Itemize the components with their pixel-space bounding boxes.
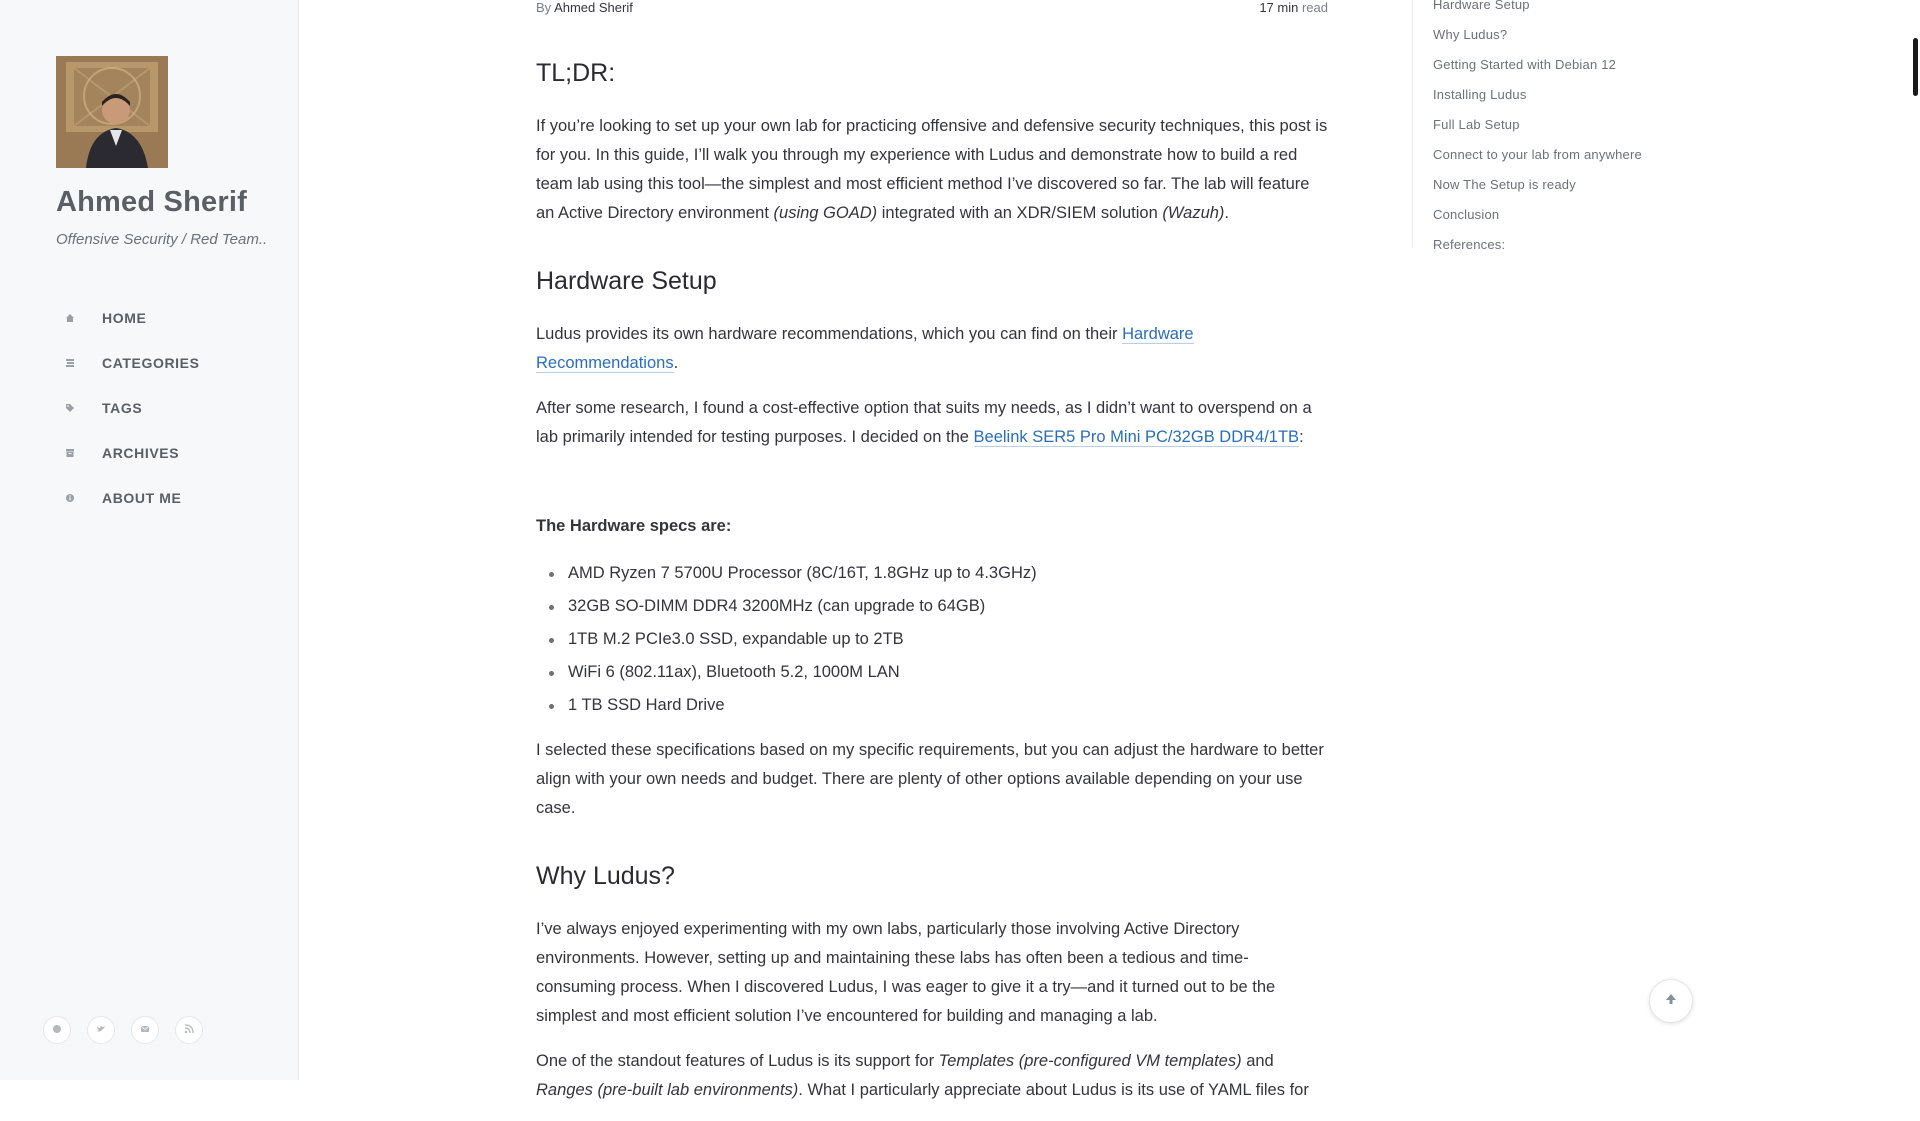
toc-item-conclusion[interactable]: Conclusion — [1433, 207, 1500, 222]
twitter-button[interactable] — [87, 1016, 115, 1044]
toc-item-full-lab-setup[interactable]: Full Lab Setup — [1433, 117, 1520, 132]
rss-icon — [184, 1021, 194, 1039]
emphasis: (Wazuh) — [1162, 204, 1225, 222]
paragraph-tldr — [536, 112, 1328, 228]
nav-label: TAGS — [102, 399, 143, 416]
list-item: 32GB SO-DIMM DDR4 3200MHz (can upgrade to 64GB) — [536, 590, 1328, 623]
avatar-photo — [56, 56, 168, 168]
paragraph-why-1: I’ve always enjoyed experimenting with my own labs, particularly those involving Active Directory environments. However, setting up and maintaining these labs has often been a tedious and time-consuming process. When I discovered Ludus, I was eager to give it a try—and it turned out to be the simplest and most efficient solution I’ve encountered for building and managing a lab. — [536, 920, 1276, 1025]
email-icon — [140, 1021, 150, 1039]
sidebar-nav — [56, 295, 286, 520]
nav-label: CATEGORIES — [102, 354, 200, 371]
nav-item-categories[interactable] — [56, 340, 286, 385]
toc-item-getting-started[interactable]: Getting Started with Debian 12 — [1433, 57, 1617, 72]
twitter-icon — [96, 1021, 106, 1039]
list-item: 1 TB SSD Hard Drive — [536, 689, 1328, 722]
text: and — [1241, 1052, 1274, 1070]
read-time-minutes: 17 min — [1259, 0, 1299, 15]
specs-heading — [536, 512, 1328, 541]
list-item: AMD Ryzen 7 5700U Processor (8C/16T, 1.8GHz up to 4.3GHz) — [536, 557, 1328, 590]
social-links — [43, 1016, 203, 1044]
toc-item-setup-ready[interactable]: Now The Setup is ready — [1433, 177, 1576, 192]
table-of-contents — [1412, 0, 1672, 252]
emphasis: Templates (pre-configured VM templates) — [938, 1052, 1242, 1070]
github-button[interactable] — [43, 1016, 71, 1044]
article-body — [536, 56, 1328, 1121]
home-icon — [64, 312, 76, 324]
read-time-suffix: read — [1301, 0, 1328, 15]
email-button[interactable] — [131, 1016, 159, 1044]
specs-heading-text: The Hardware specs are: — [536, 517, 732, 535]
avatar[interactable] — [56, 56, 168, 168]
arrow-up-icon — [1665, 992, 1677, 1010]
nav-item-tags[interactable] — [56, 385, 286, 430]
text: . — [1224, 204, 1230, 222]
site-title[interactable]: Ahmed Sherif — [56, 186, 247, 218]
post-meta — [536, 0, 1328, 16]
specs-list — [536, 557, 1328, 722]
sidebar — [0, 0, 299, 1080]
stream-icon — [64, 357, 76, 369]
text: Ludus provides its own hardware recommendations, which you can find on their — [536, 325, 1123, 343]
text: If you’re looking to set up your own lab for practicing offensive and defensive security techniques, this post is for you. In this guide, I’ll walk you through my experience with Ludus and demonstrate how to build a red team lab using this tool—the simplest and most efficient method I’ve discovered so far. The lab will feature an Active Directory environment — [536, 117, 1328, 222]
github-icon — [52, 1021, 62, 1039]
text: After some research, I found a cost-effective option that suits my needs, as I didn’t want to overspend on a lab primarily intended for testing purposes. I decided on the — [536, 399, 1312, 446]
nav-item-about-me[interactable] — [56, 475, 286, 520]
nav-item-home[interactable] — [56, 295, 286, 340]
read-time — [1259, 0, 1328, 15]
post-author-link[interactable]: Ahmed Sherif — [554, 0, 633, 15]
heading-hardware-setup: Hardware Setup — [536, 267, 717, 295]
info-icon — [64, 492, 76, 504]
text: : — [1299, 428, 1304, 446]
nav-label: ARCHIVES — [102, 444, 180, 461]
text: One of the standout features of Ludus is its support for — [536, 1052, 939, 1070]
nav-label: ABOUT ME — [102, 489, 182, 506]
hardware-recommendations-link[interactable]: Hardware Recommendations — [536, 325, 1194, 372]
scrollbar-thumb[interactable] — [1913, 38, 1918, 96]
heading-tldr: TL;DR: — [536, 59, 616, 87]
back-to-top-button[interactable] — [1649, 979, 1693, 1023]
archive-icon — [64, 447, 76, 459]
text: . — [673, 354, 679, 372]
toc-item-hardware-setup[interactable]: Hardware Setup — [1433, 0, 1530, 12]
paragraph-why-2 — [536, 1047, 1328, 1105]
toc-item-connect-anywhere[interactable]: Connect to your lab from anywhere — [1433, 147, 1642, 162]
beelink-product-link[interactable]: Beelink SER5 Pro Mini PC/32GB DDR4/1TB — [973, 428, 1300, 446]
site-subtitle: Offensive Security / Red Team.. — [56, 231, 268, 248]
nav-item-archives[interactable] — [56, 430, 286, 475]
toc-item-references[interactable]: References: — [1433, 237, 1506, 252]
toc-item-installing-ludus[interactable]: Installing Ludus — [1433, 87, 1527, 102]
nav-label: HOME — [102, 309, 147, 326]
tags-icon — [64, 402, 76, 414]
paragraph-hardware-3: I selected these specifications based on my specific requirements, but you can adjust the hardware to better align with your own needs and budget. There are plenty of other options available depending on your use case. — [536, 741, 1324, 817]
heading-why-ludus: Why Ludus? — [536, 862, 675, 890]
list-item: 1TB M.2 PCIe3.0 SSD, expandable up to 2TB — [536, 623, 1328, 656]
post-by: By — [536, 0, 552, 15]
list-item: WiFi 6 (802.11ax), Bluetooth 5.2, 1000M LAN — [536, 656, 1328, 689]
text: . What I particularly appreciate about Ludus is its use of YAML files for — [798, 1081, 1309, 1099]
paragraph-hardware-2 — [536, 394, 1328, 452]
paragraph-hardware-1 — [536, 320, 1328, 378]
emphasis: (using GOAD) — [773, 204, 878, 222]
emphasis: Ranges (pre-built lab environments) — [536, 1081, 799, 1099]
toc-item-why-ludus[interactable]: Why Ludus? — [1433, 27, 1508, 42]
rss-button[interactable] — [175, 1016, 203, 1044]
text: integrated with an XDR/SIEM solution — [877, 204, 1163, 222]
